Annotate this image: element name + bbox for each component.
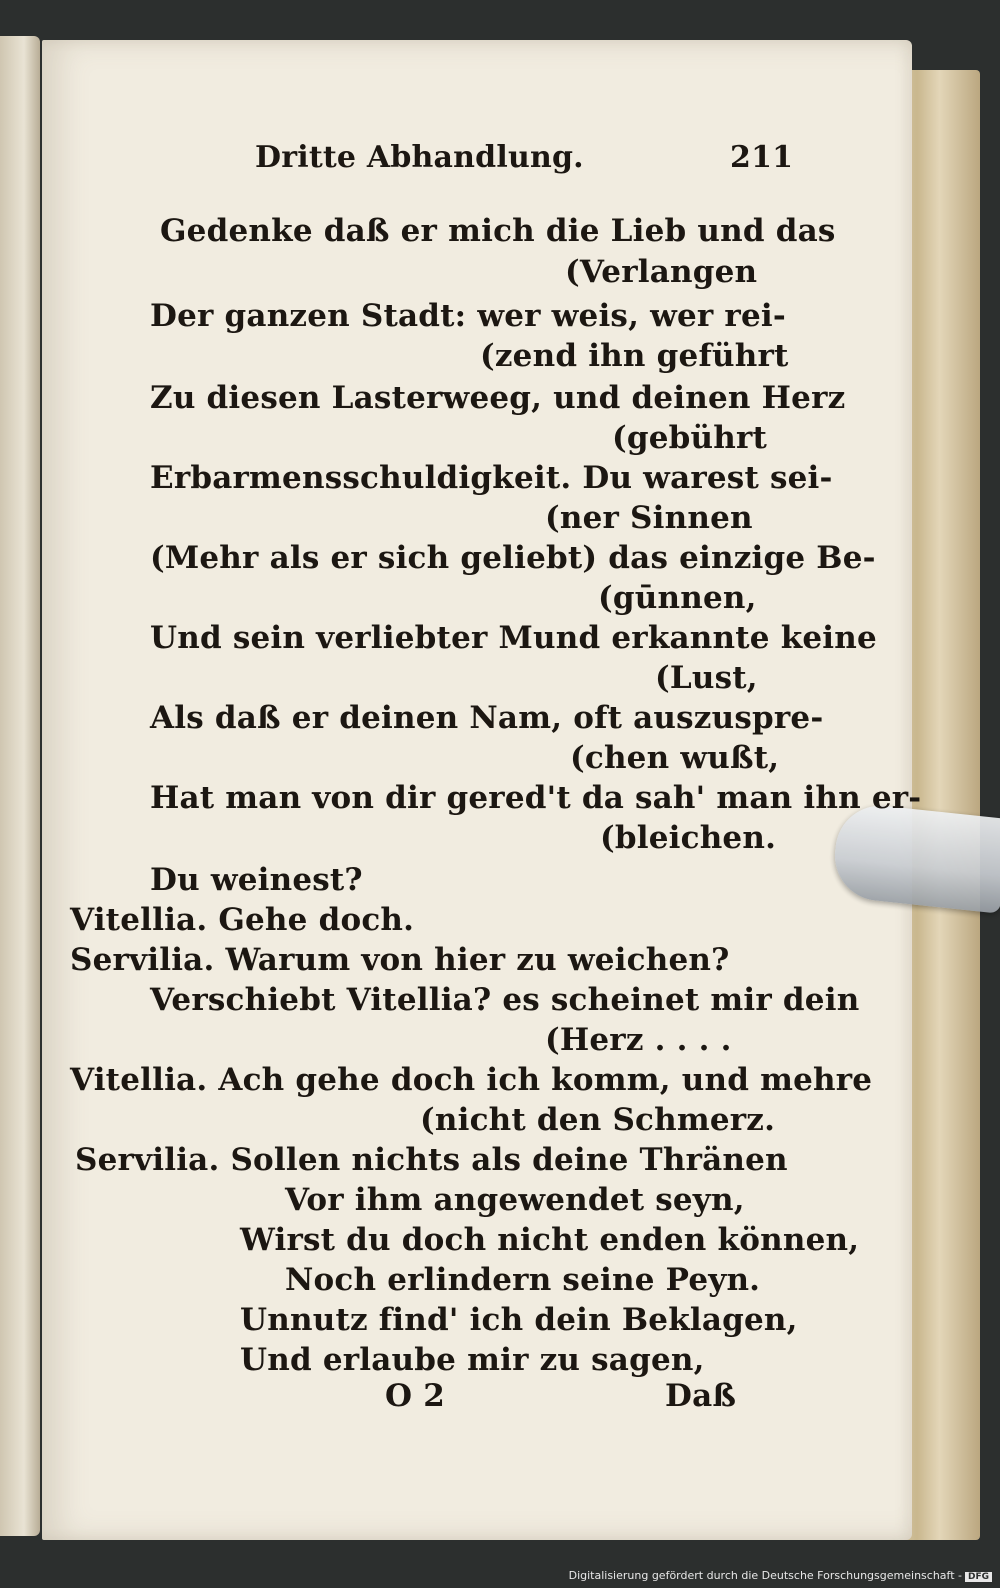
text-line: Hat man von dir gered't da sah' man ihn er- [150, 780, 922, 816]
text-line: Zu diesen Lasterweeg, und deinen Herz [150, 380, 846, 416]
catchword: Daß [665, 1378, 737, 1414]
text-line: (chen wußt, [570, 740, 780, 776]
text-line: Und sein verliebter Mund erkannte keine [150, 620, 877, 656]
text-line: (ner Sinnen [545, 500, 753, 536]
speaker-line: Vitellia. Ach gehe doch ich komm, und mehre [70, 1062, 873, 1098]
text-line: Noch erlindern seine Peyn. [285, 1262, 761, 1298]
text-line: (Lust, [655, 660, 758, 696]
text-line: (zend ihn geführt [480, 338, 789, 374]
text-line: Der ganzen Stadt: wer weis, wer rei- [150, 298, 786, 334]
digitization-credit [569, 1569, 992, 1582]
speaker-line: Servilia. Sollen nichts als deine Thränen [75, 1142, 788, 1178]
credit-text: Digitalisierung gefördert durch die Deutsche Forschungsgemeinschaft - [568, 1569, 962, 1582]
left-page-edge [0, 36, 40, 1536]
text-line: Verschiebt Vitellia? es scheinet mir dein [150, 982, 860, 1018]
speaker-line: Vitellia. Gehe doch. [70, 902, 415, 938]
text-line: Als daß er deinen Nam, oft auszuspre- [150, 700, 824, 736]
speaker-line: Servilia. Warum von hier zu weichen? [70, 942, 730, 978]
signature-mark: O 2 [385, 1378, 445, 1414]
text-line: Vor ihm angewendet seyn, [285, 1182, 745, 1218]
text-line: (Herz . . . . [545, 1022, 732, 1058]
text-line: Unnutz find' ich dein Beklagen, [240, 1302, 798, 1338]
text-line: Du weinest? [150, 862, 363, 898]
page-number: 211 [730, 140, 794, 175]
dfg-logo: DFG [965, 1572, 992, 1582]
text-line: (Mehr als er sich geliebt) das einzige Be- [150, 540, 876, 576]
text-line: (Verlangen [565, 254, 758, 290]
text-line: (bleichen. [600, 820, 777, 856]
text-line: Erbarmensschuldigkeit. Du warest sei- [150, 460, 833, 496]
text-line: (gebührt [612, 420, 768, 456]
text-line: Wirst du doch nicht enden können, [240, 1222, 860, 1258]
text-line: Gedenke daß er mich die Lieb und das [160, 213, 836, 249]
text-line: Und erlaube mir zu sagen, [240, 1342, 705, 1378]
running-head: Dritte Abhandlung. [255, 140, 584, 175]
text-line: (gūnnen, [598, 580, 757, 616]
text-line: (nicht den Schmerz. [420, 1102, 776, 1138]
